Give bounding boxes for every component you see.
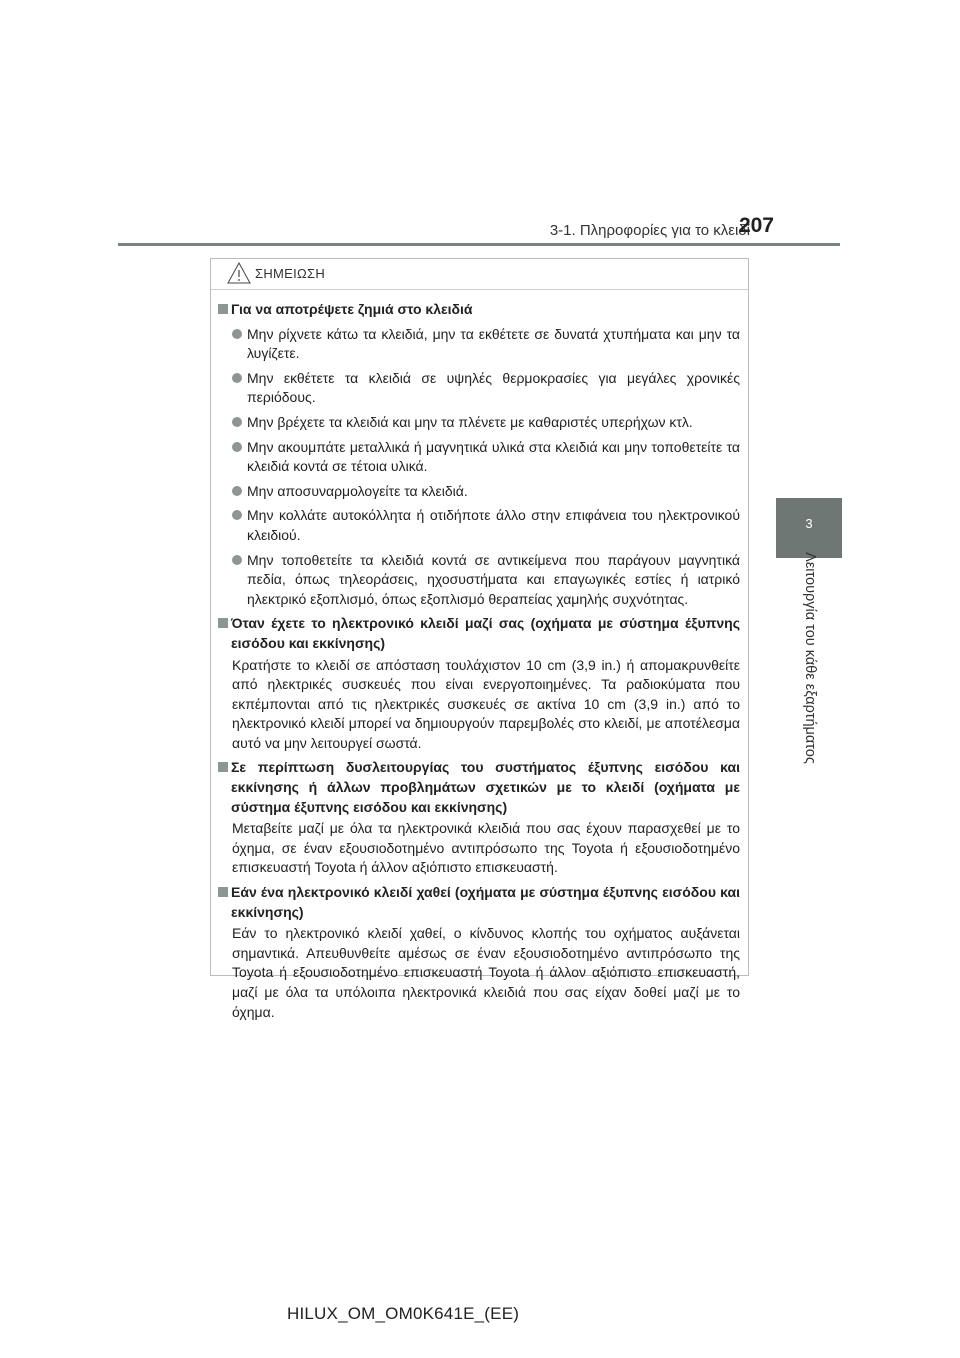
list-item	[217, 506, 740, 545]
section-paragraph: Μεταβείτε μαζί με όλα τα ηλεκτρονικά κλειδιά που σας έχουν παρασχεθεί με το όχημα, σε έναν εξουσιοδοτημένο αντιπρόσωπο της Toyota ή εξουσιοδοτημένο επισκευαστή Toyota ή άλλον αξιόπιστο επισκευαστή.	[232, 820, 740, 876]
list-item	[217, 325, 740, 364]
round-bullet-icon	[232, 442, 242, 452]
header-rule	[118, 243, 840, 246]
notice-body	[211, 290, 748, 1022]
list-item-text: Μην τοποθετείτε τα κλειδιά κοντά σε αντικείμενα που παράγουν μαγνητικά πεδία, όπως τηλεοράσεις, ηχοσυστήματα και επαγωγικές εστίες ή ιατρικό ηλεκτρικό εξοπλισμό, όπως εξοπλισμό θεραπείας χαμηλής συχνότητας.	[247, 551, 740, 607]
notice-section	[217, 758, 740, 878]
list-item	[217, 413, 740, 433]
round-bullet-icon	[232, 510, 242, 520]
page-number: 207	[738, 214, 774, 237]
chapter-tab	[776, 498, 842, 558]
section-heading-text: Σε περίπτωση δυσλειτουργίας του συστήματος έξυπνης εισόδου και εκκίνησης ή άλλων προβλημάτων σχετικών με το κλειδί (οχήματα με σύστημα έξυπνης εισόδου και εκκίνησης)	[231, 759, 740, 815]
list-item-text: Μην εκθέτετε τα κλειδιά σε υψηλές θερμοκρασίες για μεγάλες χρονικές περιόδους.	[247, 369, 740, 406]
notice-section	[217, 300, 740, 609]
list-item	[217, 551, 740, 610]
round-bullet-icon	[232, 555, 242, 565]
square-bullet-icon	[218, 304, 228, 314]
list-item-text: Μην κολλάτε αυτοκόλλητα ή οτιδήποτε άλλο στην επιφάνεια του ηλεκτρονικού κλειδιού.	[247, 507, 740, 543]
list-item-text: Μην ακουμπάτε μεταλλικά ή μαγνητικά υλικά στα κλειδιά και μην τοποθετείτε τα κλειδιά κοντά σε τέτοια υλικά.	[247, 438, 740, 475]
round-bullet-icon	[232, 329, 242, 339]
round-bullet-icon	[232, 373, 242, 383]
list-item-text: Μην ρίχνετε κάτω τα κλειδιά, μην τα εκθέτετε σε δυνατά χτυπήματα και μην τα λυγίζετε.	[247, 325, 740, 362]
square-bullet-icon	[218, 618, 228, 628]
section-heading	[217, 614, 740, 653]
section-title: 3-1. Πληροφορίες για το κλειδί	[549, 222, 750, 239]
list-item-text: Μην βρέχετε τα κλειδιά και μην τα πλένετε με καθαριστές υπερήχων κτλ.	[247, 413, 693, 430]
list-item	[217, 438, 740, 477]
warning-triangle-icon	[227, 262, 251, 284]
square-bullet-icon	[218, 762, 228, 772]
list-item	[217, 369, 740, 408]
chapter-number: 3	[805, 516, 813, 531]
section-heading-text: Όταν έχετε το ηλεκτρονικό κλειδί μαζί σας (οχήματα με σύστημα έξυπνης εισόδου και εκκίνησης)	[231, 615, 740, 651]
list-item-text: Μην αποσυναρμολογείτε τα κλειδιά.	[247, 482, 468, 499]
section-heading	[217, 758, 740, 817]
page-header	[0, 0, 960, 250]
notice-title: ΣΗΜΕΙΩΣΗ	[255, 266, 326, 281]
square-bullet-icon	[218, 887, 228, 897]
section-paragraph: Κρατήστε το κλειδί σε απόσταση τουλάχιστον 10 cm (3,9 in.) ή απομακρυνθείτε από ηλεκτρικές συσκευές που είναι ενεργοποιημένες. Τα ραδιοκύματα που εκπέμπονται από τις ηλεκτρικές συσκευές σε ακτίνα 10 cm (3,9 in.) από το ηλεκτρονικό κλειδί μπορεί να δημιουργούν παρεμβολές στο κλειδί, με αποτέλεσμα αυτό να μην λειτουργεί σωστά.	[232, 656, 740, 751]
chapter-side-title: Λειτουργία του κάθε εξαρτήματος	[802, 552, 818, 764]
notice-box	[210, 258, 749, 1020]
document-code: HILUX_OM_OM0K641E_(EE)	[287, 1304, 520, 1323]
round-bullet-icon	[232, 486, 242, 496]
list-item	[217, 482, 740, 502]
notice-section	[217, 883, 740, 1022]
round-bullet-icon	[232, 417, 242, 427]
section-heading-text: Για να αποτρέψετε ζημιά στο κλειδιά	[231, 301, 473, 317]
notice-section	[217, 614, 740, 753]
section-heading	[217, 300, 740, 320]
notice-header	[211, 259, 748, 290]
section-heading	[217, 883, 740, 922]
section-heading-text: Εάν ένα ηλεκτρονικό κλειδί χαθεί (οχήματα με σύστημα έξυπνης εισόδου και εκκίνησης)	[231, 884, 740, 920]
section-paragraph: Εάν το ηλεκτρονικό κλειδί χαθεί, ο κίνδυνος κλοπής του οχήματος αυξάνεται σημαντικά. Απευθυνθείτε αμέσως σε έναν εξουσιοδοτημένο αντιπρόσωπο της Toyota ή εξουσιοδοτημένο επισκευαστή Toyota ή άλλον αξιόπιστο επισκευαστή, μαζί με όλα τα υπόλοιπα ηλεκτρονικά κλειδιά που σας είχαν δοθεί μαζί με το όχημα.	[232, 925, 740, 1020]
